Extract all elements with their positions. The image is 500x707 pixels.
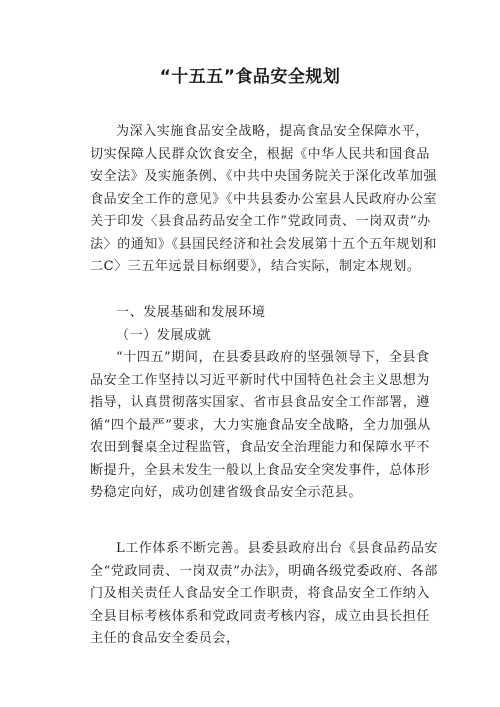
subsection-heading: （一）发展成就 <box>116 328 212 343</box>
achievements-paragraph: “十四五”期间，在县委县政府的坚强领导下，全县食品安全工作坚持以习近平新时代中国特色社会主义思想为指导，认真贯彻落实国家、省市县食品安全工作部署，遵循“四个最严”要求，大力实施食品安全战略，全力加强从农田到餐桌全过程监管，食品安全治理能力和保障水平不断提升，全县未发生一般以上食品安全突发事件，总体形势稳定向好，成功创建省级食品安全示范县。 <box>90 350 431 500</box>
document-title: “十五五”食品安全规划 <box>159 67 341 87</box>
intro-paragraph: 为深入实施食品安全战略，提高食品安全保障水平，切实保障人民群众饮食安全，根据《中华人民共和国食品安全法》及实施条例、《中共中央国务院关于深化改革加强食品安全工作的意见》《中共县委办公室县人民政府办公室关于印发〈县食品药品安全工作”党政同责、一岗双责”办法〉的通知》《县国民经济和社会发展第十五个五年规划和二C〉三五年远景目标纲要》，结合实际，制定本规划。 <box>90 124 438 274</box>
work-system-paragraph: L工作体系不断完善。县委县政府出台《县食品药品安全“党政同责、一岗双责”办法》，明确各级党委政府、各部门及相关责任人食品安全工作职责，将食品安全工作纳入全县目标考核体系和党政同责考核内容，成立由县长担任主任的食品安全委员会， <box>90 541 439 646</box>
section-heading: 一、发展基础和发展环境 <box>116 305 266 320</box>
